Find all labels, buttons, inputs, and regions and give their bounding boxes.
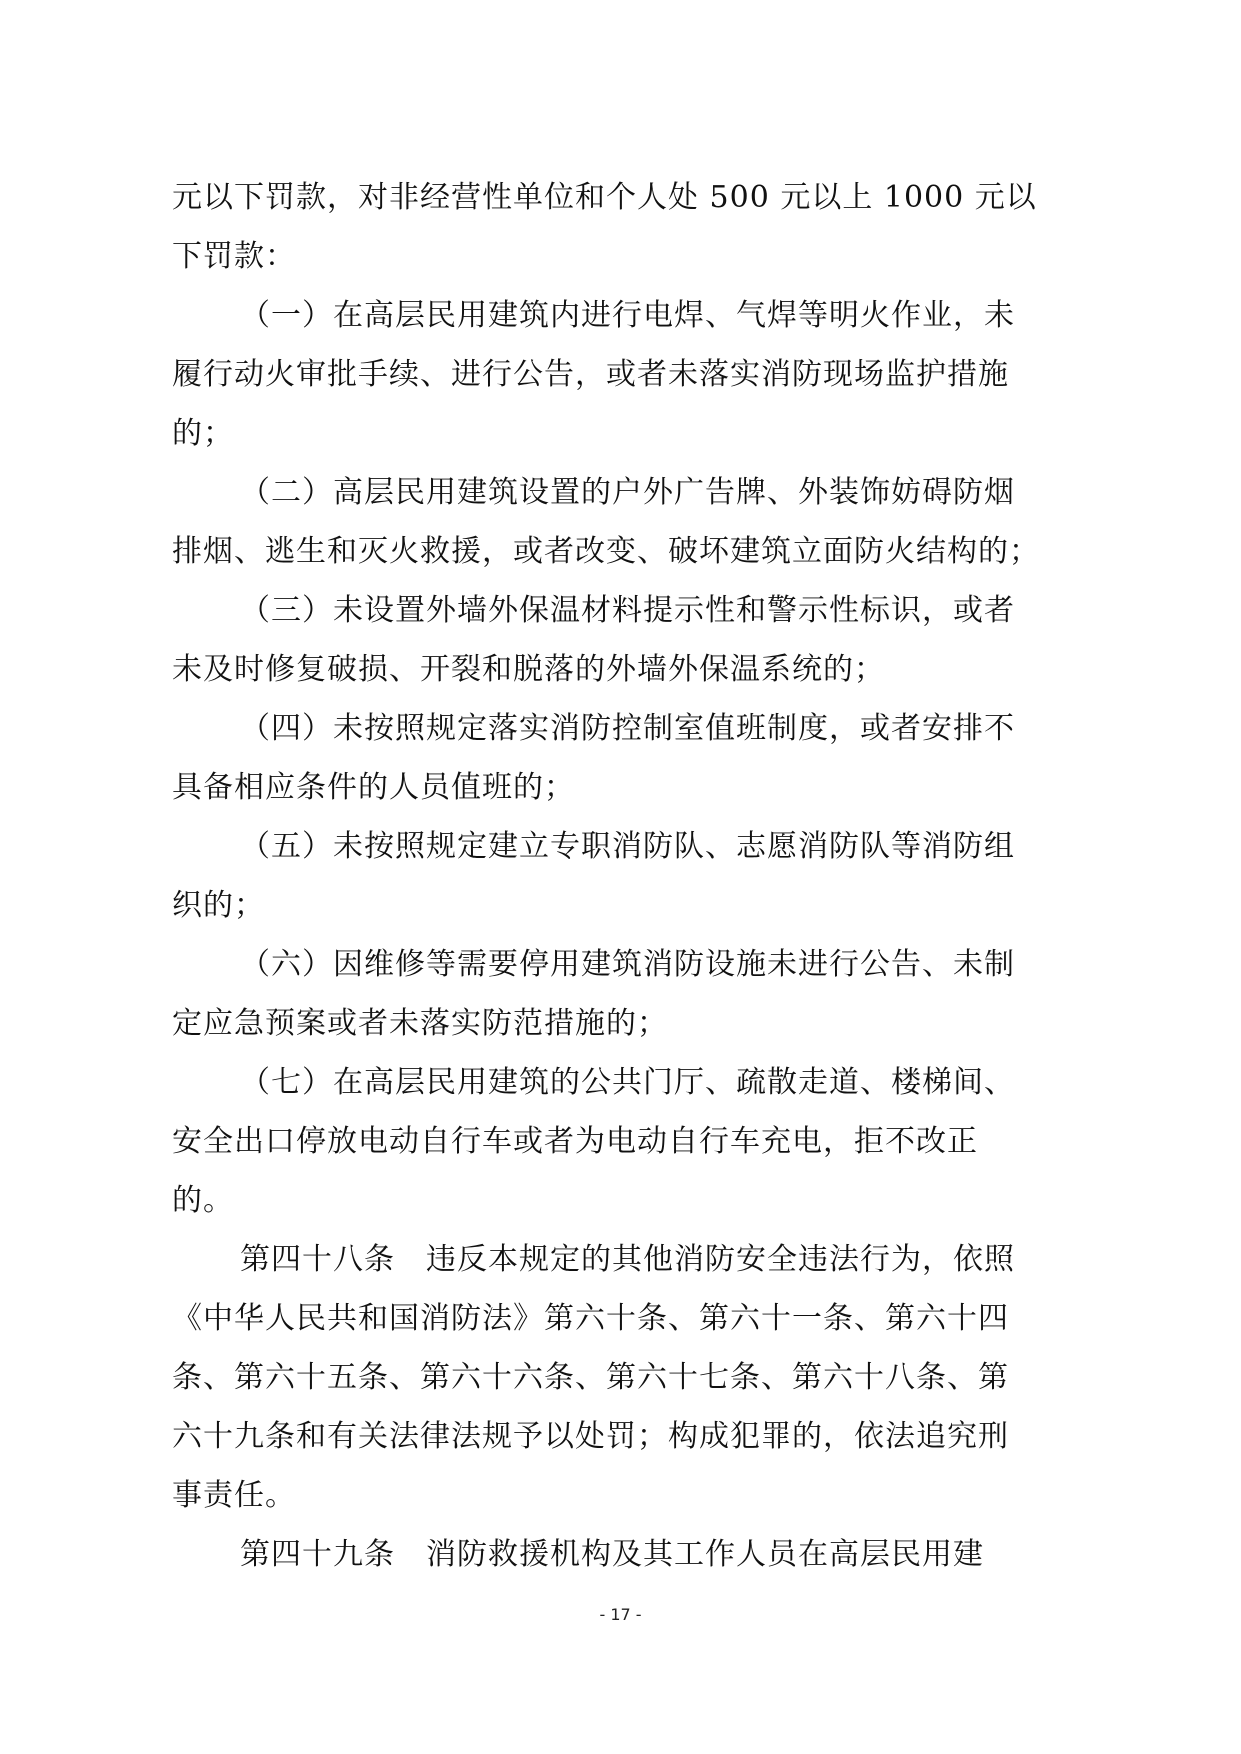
text-line: （四）未按照规定落实消防控制室值班制度，或者安排不 bbox=[240, 711, 1015, 746]
text-line: 事责任。 bbox=[172, 1478, 296, 1513]
document-body bbox=[172, 168, 1072, 1584]
text-line: 条、第六十五条、第六十六条、第六十七条、第六十八条、第 bbox=[172, 1360, 1009, 1395]
text-line: 定应急预案或者未落实防范措施的； bbox=[172, 1006, 668, 1041]
text-line: 具备相应条件的人员值班的； bbox=[172, 770, 575, 805]
text-line: 织的； bbox=[172, 888, 265, 923]
text-line: 的； bbox=[172, 416, 234, 451]
text-line: 下罚款： bbox=[172, 239, 296, 274]
text-line: （二）高层民用建筑设置的户外广告牌、外装饰妨碍防烟 bbox=[240, 475, 1015, 510]
text-line: 排烟、逃生和灭火救援，或者改变、破坏建筑立面防火结构的； bbox=[172, 534, 1040, 569]
text-line: （一）在高层民用建筑内进行电焊、气焊等明火作业，未 bbox=[240, 298, 1015, 333]
text-line: 元以下罚款，对非经营性单位和个人处 500 元以上 1000 元以 bbox=[172, 180, 1037, 215]
text-line: 的。 bbox=[172, 1183, 234, 1218]
text-line: 履行动火审批手续、进行公告，或者未落实消防现场监护措施 bbox=[172, 357, 1009, 392]
article-48-heading-line: 第四十八条 违反本规定的其他消防安全违法行为，依照 bbox=[240, 1242, 1015, 1277]
text-line: （六）因维修等需要停用建筑消防设施未进行公告、未制 bbox=[240, 947, 1015, 982]
article-49-heading-line: 第四十九条 消防救援机构及其工作人员在高层民用建 bbox=[240, 1537, 984, 1572]
text-line: 《中华人民共和国消防法》第六十条、第六十一条、第六十四 bbox=[172, 1301, 1009, 1336]
text-line: 安全出口停放电动自行车或者为电动自行车充电，拒不改正 bbox=[172, 1124, 978, 1159]
text-line: （五）未按照规定建立专职消防队、志愿消防队等消防组 bbox=[240, 829, 1015, 864]
text-line: （三）未设置外墙外保温材料提示性和警示性标识，或者 bbox=[240, 593, 1015, 628]
text-line: 未及时修复破损、开裂和脱落的外墙外保温系统的； bbox=[172, 652, 885, 687]
text-line: （七）在高层民用建筑的公共门厅、疏散走道、楼梯间、 bbox=[240, 1065, 1015, 1100]
page-number: - 17 - bbox=[599, 1605, 642, 1624]
text-line: 六十九条和有关法律法规予以处罚；构成犯罪的，依法追究刑 bbox=[172, 1419, 1009, 1454]
